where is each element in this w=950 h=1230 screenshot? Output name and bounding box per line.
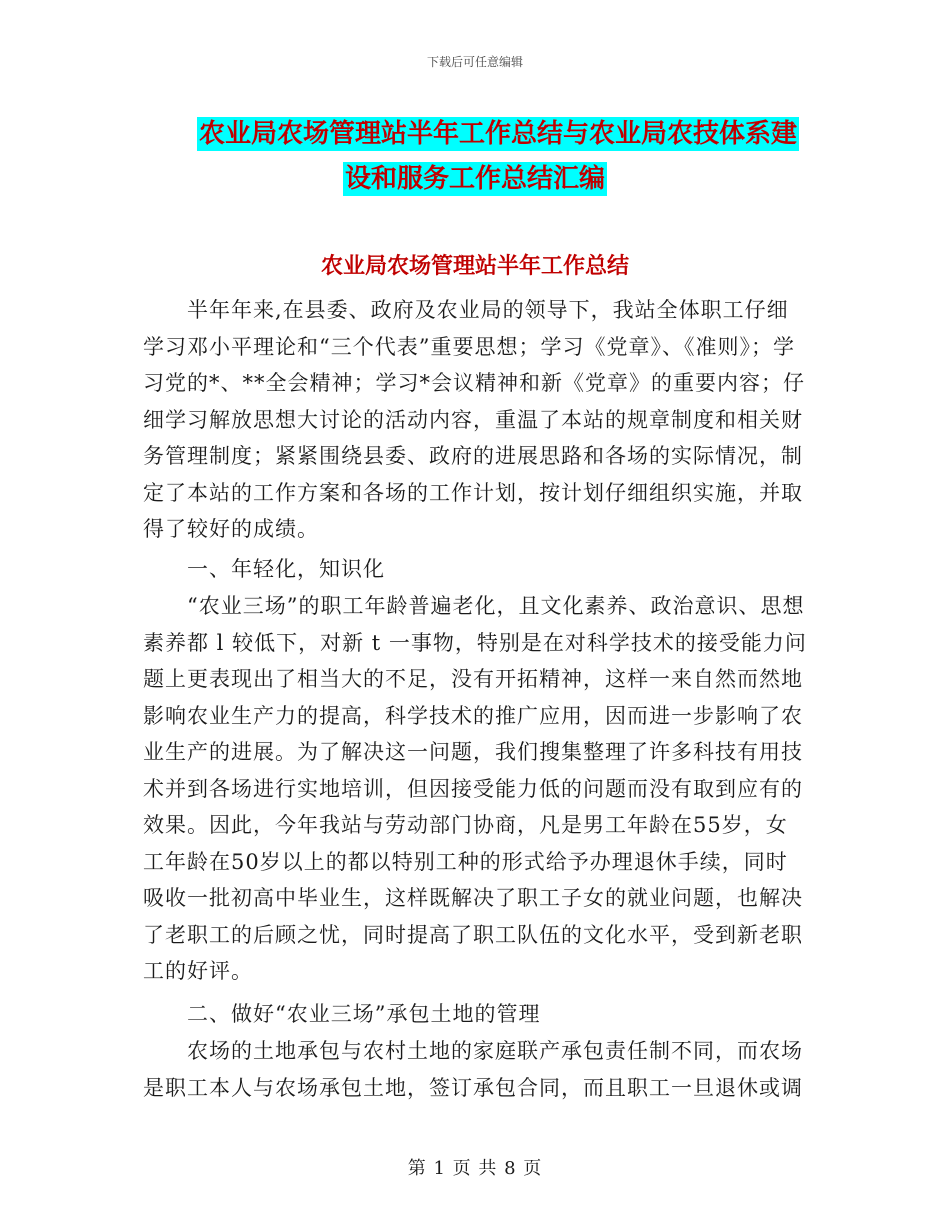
paragraph-two: 农场的土地承包与农村土地的家庭联产承包责任制不同，而农场是职工本人与农场承包土地，签订承包合同，而且职工一旦退休或调 [143,1039,803,1100]
heading-one: 一、年轻化，知识化 [143,557,385,581]
paragraph-intro: 半年年来,在县委、政府及农业局的领导下，我站全体职工仔细学习邓小平理论和“三个代表”重要思想；学习《党章》、《准则》；学习党的*、**全会精神；学习*会议精神和新《党章》的重要内容；仔细学习解放思想大讨论的活动内容，重温了本站的规章制度和相关财务管理制度；紧紧围绕县委、政府的进展思路和各场的实际情况，制定了本站的工作方案和各场的工作计划，按计划仔细组织实施，并取得了较好的成绩。 [143,298,805,541]
heading-two: 二、做好“农业三场”承包土地的管理 [143,1002,541,1026]
document-title-line-1 [0,113,950,150]
page-number: 第 1 页 共 8 页 [407,1158,543,1179]
header-note: 下载后可任意编辑 [426,55,523,69]
document-title-text-2: 设和服务工作总结汇编 [344,164,605,194]
document-title-text-1: 农业局农场管理站半年工作总结与农业局农技体系建 [198,119,797,149]
paragraph-one: “农业三场”的职工年龄普遍老化，且文化素养、政治意识、思想素养都 l 较低下，对新 t 一事物，特别是在对科学技术的接受能力问题上更表现出了相当大的不足，没有开拓精神，这样一来自然而然地影响农业生产力的提高，科学技术的推广应用，因而进一步影响了农业生产的进展。为了解决这一问题，我们搜集整理了许多科技有用技术并到各场进行实地培训，但因接受能力低的问题而没有取到应有的效果。因此，今年我站与劳动部门协商，凡是男工年龄在55岁，女工年龄在50岁以上的都以特别工种的形式给予办理退休手续，同时吸收一批初高中毕业生，这样既解决了职工子女的就业问题，也解决了老职工的后顾之忧，同时提高了职工队伍的文化水平，受到新老职工的好评。 [143,594,807,983]
document-title-line-2 [0,158,950,195]
section-title: 农业局农场管理站半年工作总结 [320,254,629,279]
